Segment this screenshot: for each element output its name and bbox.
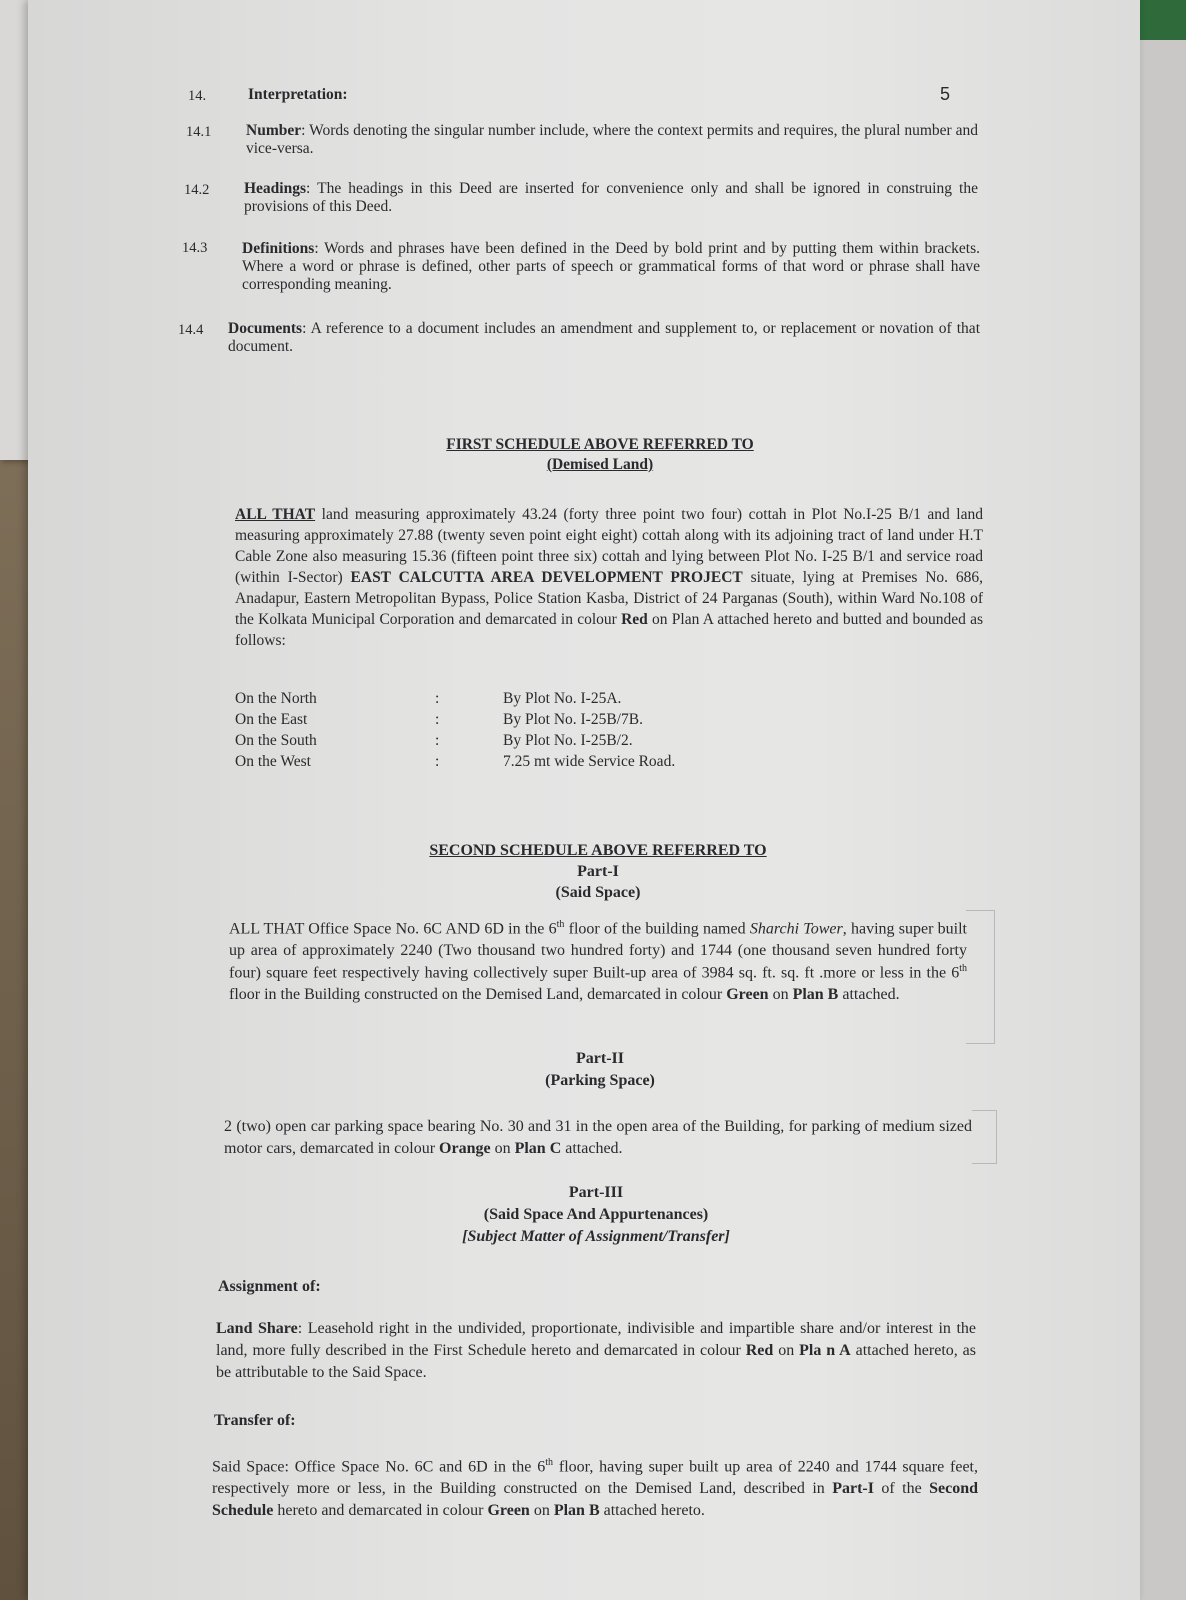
boundary-colon: : [435, 732, 440, 749]
part2-subtitle: (Parking Space) [545, 1072, 655, 1089]
boundary-colon: : [435, 690, 440, 707]
assignment-heading: Assignment of: [218, 1278, 321, 1295]
second-schedule-title: SECOND SCHEDULE ABOVE REFERRED TO [429, 842, 767, 859]
page-number: 5 [939, 84, 950, 104]
document-page [28, 0, 1140, 1600]
body-text: 2 (two) open car parking space bearing No. 30 and 31 in the open area of the Building, for parking of medium sized motor cars, demarcated in colour [224, 1118, 972, 1157]
plan-c: Plan C [514, 1139, 562, 1157]
body-text: situate, lying at Premises No. 686, Anadapur, Eastern Metropolitan Bypass, Police Station Kasba, District of 24 Parganas (South), within Ward No.108 of the Kolkata Municipal Corporation and demarcated in colour [235, 569, 984, 629]
boundary-desc: By Plot No. I-25B/2. [503, 732, 633, 749]
boundary-row [235, 753, 675, 774]
clause-number: 14.4 [178, 322, 204, 338]
boundary-colon: : [435, 711, 440, 728]
colour-green: Green [487, 1501, 530, 1519]
clause-text: : The headings in this Deed are inserted for convenience only and shall be ignored in construing the provisions of this Deed. [244, 180, 978, 215]
superscript: th [959, 962, 967, 974]
clause-term: Headings [244, 180, 307, 197]
body-text: on [490, 1139, 515, 1157]
body-text: : Leasehold right in the undivided, proportionate, indivisible and impartible share and/or interest in the land, more fully described in the First Schedule hereto and demarcated in colour [216, 1320, 976, 1359]
boundary-row [235, 711, 675, 732]
body-text: ALL THAT Office Space No. 6C AND 6D in the 6 [229, 920, 557, 938]
clause-text: : Words and phrases have been defined in the Deed by bold print and by putting them within brackets. Where a word or phrase is defined, other parts of speech or grammatical forms of that word or phrase shall have corresponding meaning. [242, 240, 980, 293]
boundary-row [235, 732, 675, 753]
boundary-direction: On the East [235, 711, 308, 728]
first-schedule-body [235, 504, 983, 652]
clause-number: 14.2 [184, 182, 210, 198]
body-text: , having super built up area of approximately 2240 (Two thousand two hundred forty) and 1744 (one thousand seven hundred forty four) square feet respectively having collectively super Built-up area of 3984 sq. ft. sq. ft .more or less in the 6 [229, 920, 968, 982]
plan-a: Pla n A [799, 1341, 851, 1359]
part3-subtitle: (Said Space And Appurtenances) [483, 1206, 709, 1223]
boundary-colon: : [435, 753, 440, 770]
section-title: Interpretation: [248, 86, 348, 103]
colour-red: Red [745, 1341, 774, 1359]
body-text: floor, having super built up area of 2240 and 1744 square feet, respectively more or less, in the Building constructed on the Demised Land, described in [212, 1458, 978, 1498]
margin-bracket [972, 1110, 997, 1164]
body-text: on [529, 1501, 554, 1519]
clause-term: Number [246, 122, 302, 139]
margin-bracket [966, 910, 995, 1044]
part-i-ref: Part-I [832, 1480, 874, 1498]
superscript: th [545, 1457, 554, 1468]
clause-number: 14.3 [182, 240, 208, 256]
clause-14-1 [246, 122, 978, 158]
project-name: EAST CALCUTTA AREA DEVELOPMENT PROJECT [350, 569, 743, 587]
clause-term: Documents [228, 320, 303, 337]
superscript: th [556, 919, 565, 930]
body-text: on [768, 985, 793, 1003]
second-schedule-ref: Second Schedule [212, 1480, 979, 1519]
boundary-direction: On the South [235, 732, 317, 749]
first-schedule-title: FIRST SCHEDULE ABOVE REFERRED TO [446, 436, 754, 453]
building-name: Sharchi Tower [749, 920, 843, 938]
part3-label: Part-III [568, 1184, 624, 1201]
part3-subtitle2: [Subject Matter of Assignment/Transfer] [462, 1228, 730, 1245]
boundaries-table [235, 690, 675, 774]
plan-b: Plan B [553, 1501, 600, 1519]
body-text: attached. [561, 1139, 623, 1157]
part2-body [224, 1116, 972, 1160]
part2-label: Part-II [576, 1050, 624, 1067]
body-text: floor in the Building constructed on the Demised Land, demarcated in colour [229, 985, 727, 1003]
said-space-body [212, 1456, 978, 1522]
boundary-desc: By Plot No. I-25B/7B. [503, 711, 643, 728]
body-text: hereto and demarcated in colour [273, 1501, 488, 1519]
boundary-desc: 7.25 mt wide Service Road. [503, 753, 676, 770]
first-schedule-subtitle: (Demised Land) [546, 456, 654, 473]
body-text: attached. [838, 985, 900, 1003]
body-text: land measuring approximately 43.24 (forty three point two four) cottah in Plot No.I-25 B/1 and land measuring approximately 27.88 (twenty seven point eight eight) cottah along with its adjoining tract of land under H.T Cable Zone also measuring 15.36 (fifteen point three six) cottah and lying between Plot No. I-25 B/1 and service road (within I-Sector) [235, 506, 983, 587]
body-text: on [773, 1341, 800, 1359]
clause-term: Definitions [242, 240, 315, 257]
part1-body [229, 918, 967, 1006]
part1-subtitle: (Said Space) [555, 884, 641, 901]
clause-14-3 [242, 240, 980, 294]
clause-14-4 [228, 320, 980, 356]
transfer-heading: Transfer of: [214, 1412, 296, 1429]
part1-label: Part-I [577, 863, 619, 880]
clause-text: : Words denoting the singular number include, where the context permits and requires, the plural number and vice-versa. [246, 122, 978, 157]
body-text: attached hereto, as be attributable to the Said Space. [216, 1341, 976, 1381]
boundary-desc: By Plot No. I-25A. [503, 690, 622, 707]
plan-b: Plan B [792, 985, 839, 1003]
body-text: floor of the building named [564, 920, 750, 938]
lead-text: ALL THAT [235, 506, 316, 523]
body-text: on Plan A attached hereto and butted and bounded as follows: [235, 611, 983, 650]
boundary-direction: On the West [235, 753, 311, 770]
clause-number: 14.1 [186, 124, 212, 140]
land-share-body [216, 1318, 976, 1383]
colour-green: Green [726, 985, 769, 1003]
boundary-direction: On the North [235, 690, 317, 707]
colour-red: Red [621, 611, 648, 629]
colour-orange: Orange [439, 1139, 491, 1157]
land-share-term: Land Share [216, 1320, 298, 1337]
body-text: of the [873, 1480, 930, 1498]
clause-14-2 [244, 180, 978, 216]
section-number: 14. [188, 88, 207, 104]
clause-text: : A reference to a document includes an amendment and supplement to, or replacement or novation of that document. [228, 320, 980, 355]
body-text: Said Space: Office Space No. 6C and 6D in the 6 [212, 1458, 546, 1476]
body-text: attached hereto. [599, 1501, 705, 1519]
boundary-row [235, 690, 675, 711]
